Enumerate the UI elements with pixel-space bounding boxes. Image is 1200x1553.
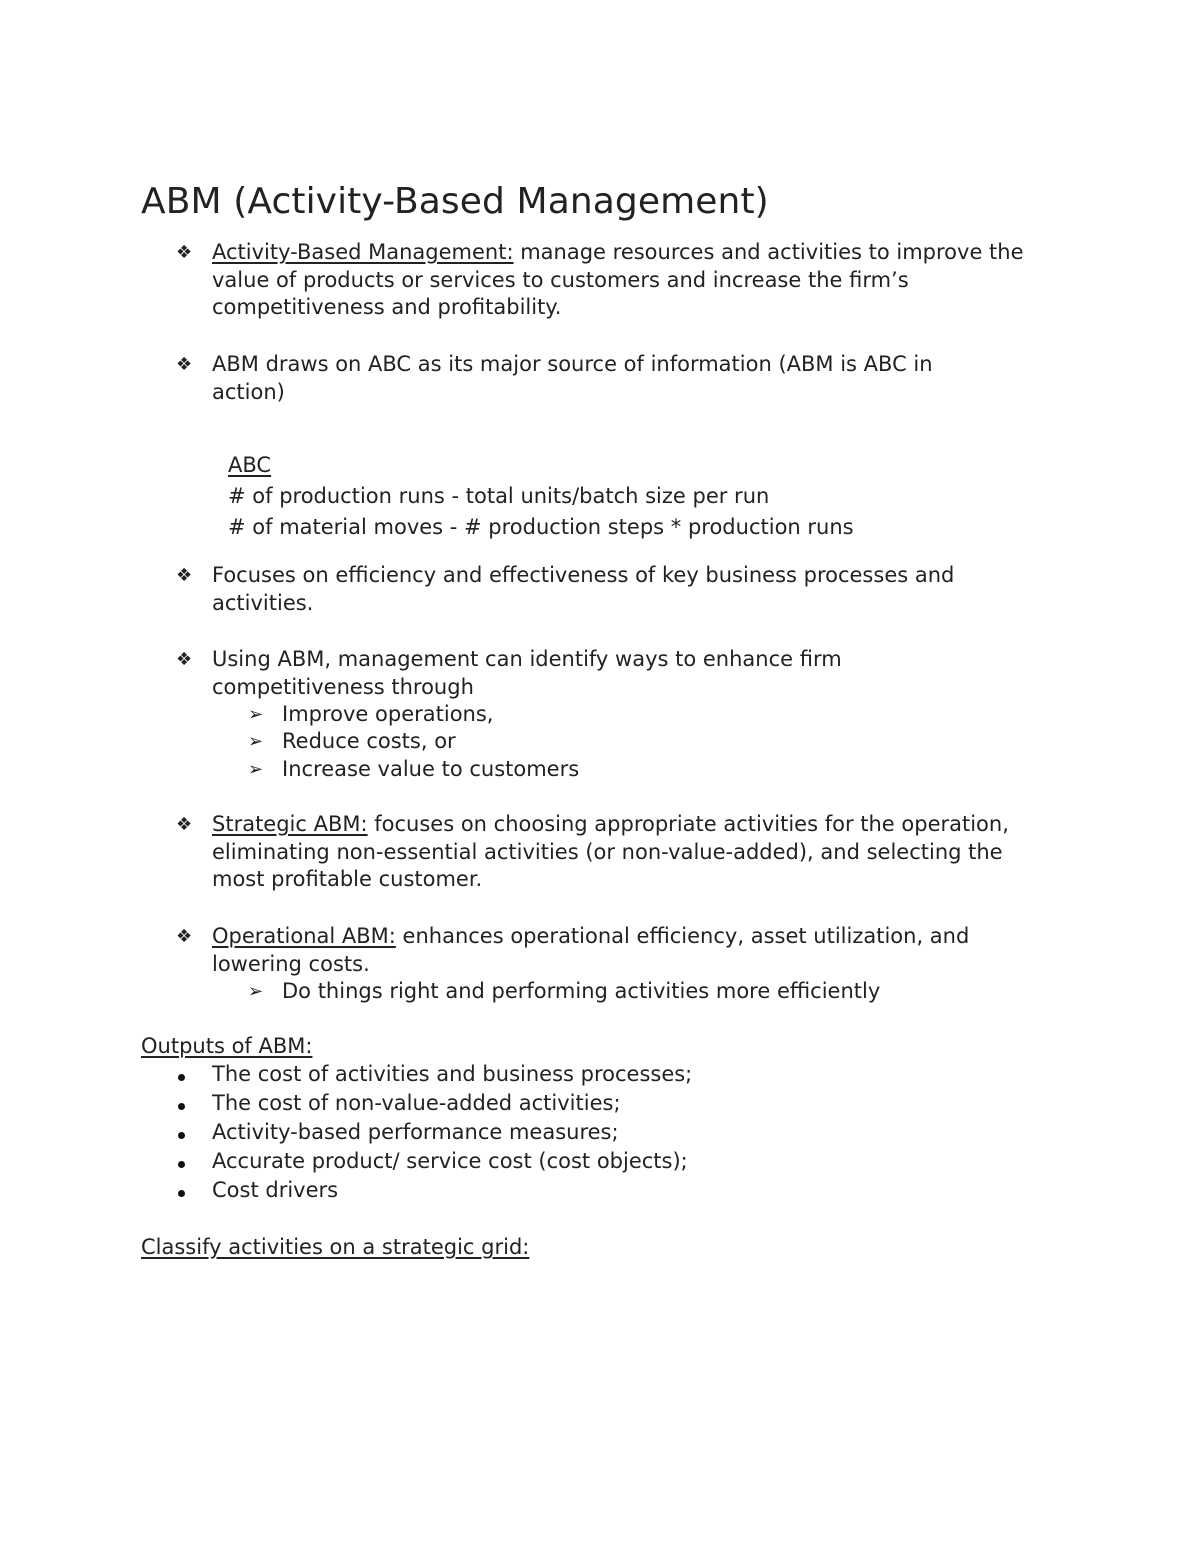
diamond-bullet-icon: ❖ (176, 354, 193, 375)
sub-item-text: Reduce costs, or (282, 729, 456, 753)
diamond-bullet-icon: ❖ (176, 926, 193, 947)
diamond-bullet-icon: ❖ (176, 814, 193, 835)
list-item: Accurate product/ service cost (cost objects); (212, 1149, 688, 1173)
dot-bullet-icon (178, 1132, 185, 1139)
arrow-bullet-icon: ➢ (248, 759, 264, 780)
bullet-text: focuses on choosing appropriate activities for the operation, eliminating non-essential activities (or non-value-added), and selecting the most profitable customer. (212, 812, 1009, 891)
list-item: Activity-based performance measures; (212, 1120, 619, 1144)
sub-item-text: Do things right and performing activities more efficiently (282, 979, 881, 1003)
abc-formula-line: # of production runs - total units/batch size per run (228, 484, 770, 508)
term-label: Activity-Based Management: (212, 240, 514, 264)
term-label: Strategic ABM: (212, 812, 368, 836)
dot-bullet-icon (178, 1103, 185, 1110)
dot-bullet-icon (178, 1074, 185, 1081)
diamond-bullet-icon: ❖ (176, 565, 193, 586)
term-label: Operational ABM: (212, 924, 396, 948)
dot-bullet-icon (178, 1190, 185, 1197)
diamond-bullet-icon: ❖ (176, 649, 193, 670)
list-item: The cost of activities and business processes; (212, 1062, 693, 1086)
list-item: The cost of non-value-added activities; (212, 1091, 621, 1115)
sub-item-text: Increase value to customers (282, 757, 580, 781)
classify-heading: Classify activities on a strategic grid: (141, 1235, 530, 1259)
abc-heading: ABC (228, 453, 272, 477)
bullet-text: enhances operational efficiency, asset utilization, and lowering costs. (212, 924, 970, 976)
bullet-text: ABM draws on ABC as its major source of information (ABM is ABC in action) (212, 352, 933, 404)
abc-formula-line: # of material moves - # production steps * production runs (228, 515, 854, 539)
arrow-bullet-icon: ➢ (248, 731, 264, 752)
bullet-text: manage resources and activities to improve the value of products or services to customers and increase the firm’s competitiveness and profitability. (212, 240, 1024, 319)
bullet-text: Using ABM, management can identify ways to enhance firm competitiveness through (212, 647, 842, 699)
list-item: Cost drivers (212, 1178, 339, 1202)
outputs-heading: Outputs of ABM: (141, 1034, 313, 1058)
sub-item-text: Improve operations, (282, 702, 494, 726)
arrow-bullet-icon: ➢ (248, 704, 264, 725)
page-title: ABM (Activity-Based Management) (141, 181, 769, 222)
arrow-bullet-icon: ➢ (248, 981, 264, 1002)
diamond-bullet-icon: ❖ (176, 242, 193, 263)
dot-bullet-icon (178, 1161, 185, 1168)
bullet-text: Focuses on efficiency and effectiveness of key business processes and activities. (212, 563, 955, 615)
